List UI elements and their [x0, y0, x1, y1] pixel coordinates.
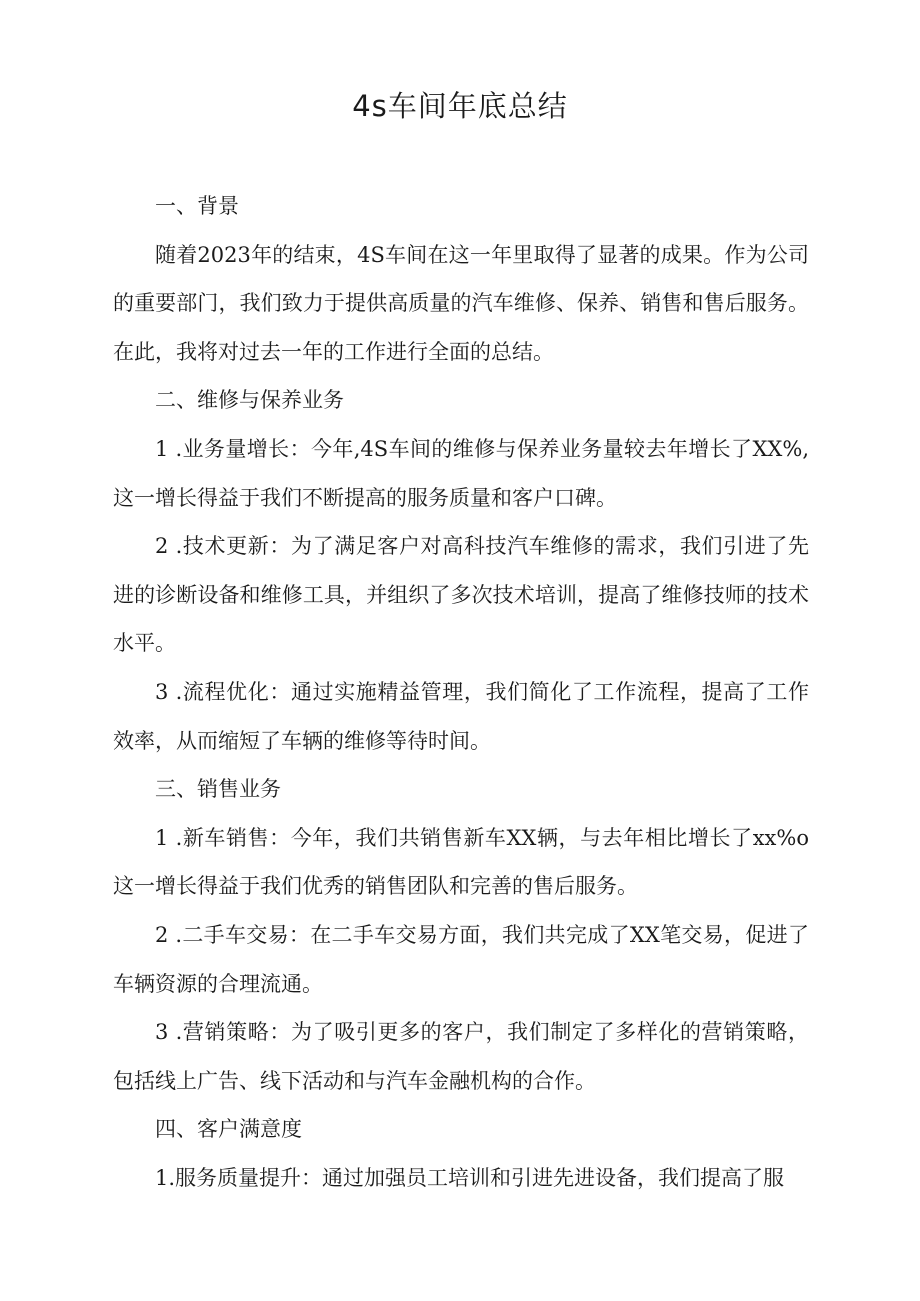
section-heading-repair-maintenance: 二、维修与保养业务 [155, 388, 344, 413]
document-title: 4s车间年底总结 [352, 89, 568, 123]
document-body [113, 182, 809, 1202]
section-heading-customer-satisfaction: 四、客户满意度 [155, 1117, 302, 1142]
section-heading-background: 一、背景 [155, 194, 239, 218]
paragraph-used-car-trade: 2 .二手车交易：在二手车交易方面，我们共完成了XX笔交易，促进了车辆资源的合理流通。 [113, 922, 809, 996]
paragraph-marketing-strategy: 3 .营销策略：为了吸引更多的客户，我们制定了多样化的营销策略，包括线上广告、线下活动和与汽车金融机构的合作。 [113, 1020, 809, 1093]
paragraph-new-car-sales: 1 .新车销售：今年，我们共销售新车XX辆，与去年相比增长了xx%o这一增长得益于我们优秀的销售团队和完善的售后服务。 [113, 825, 809, 899]
paragraph-service-quality: 1.服务质量提升：通过加强员工培训和引进先进设备，我们提高了服 [155, 1165, 785, 1190]
paragraph-tech-update: 2 .技术更新：为了满足客户对高科技汽车维修的需求，我们引进了先进的诊断设备和维修工具，并组织了多次技术培训，提高了维修技师的技术水平。 [113, 534, 809, 656]
paragraph-volume-growth: 1 .业务量增长：今年,4S车间的维修与保养业务量较去年增长了XX%,这一增长得益于我们不断提高的服务质量和客户口碑。 [113, 436, 809, 510]
paragraph-background: 随着2023年的结束，4S车间在这一年里取得了显著的成果。作为公司的重要部门，我们致力于提供高质量的汽车维修、保养、销售和售后服务。在此，我将对过去一年的工作进行全面的总结。 [113, 242, 809, 364]
paragraph-process-optimization: 3 .流程优化：通过实施精益管理，我们简化了工作流程，提高了工作效率，从而缩短了车辆的维修等待时间。 [113, 679, 809, 753]
section-heading-sales: 三、销售业务 [155, 777, 281, 802]
